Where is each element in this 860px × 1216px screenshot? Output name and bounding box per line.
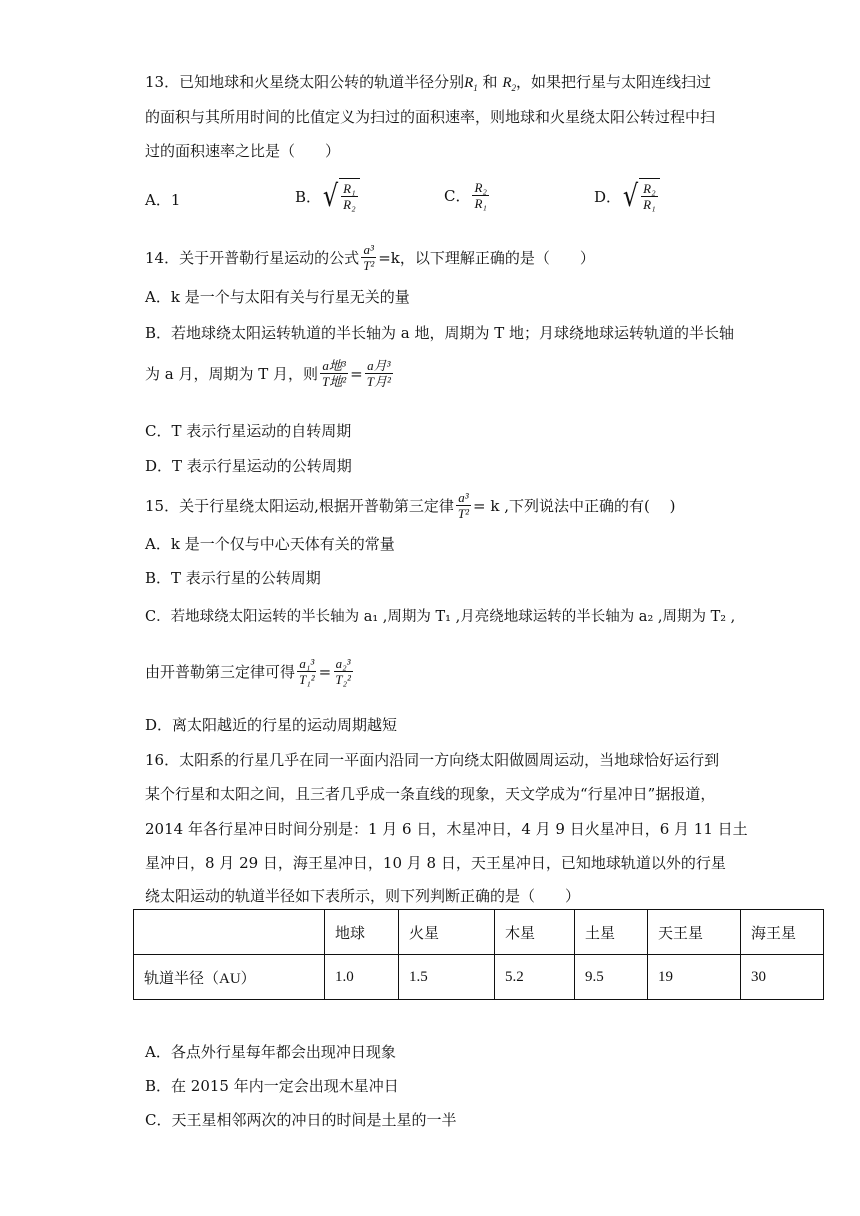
- q13-line2: 的面积与其所用时间的比值定义为扫过的面积速率，则地球和火星绕太阳公转过程中扫: [145, 108, 716, 126]
- q15-option-c-text: 由开普勒第三定律可得: [145, 662, 296, 681]
- r2-symbol: R: [502, 75, 512, 91]
- fraction-numerator: a月³: [367, 358, 391, 373]
- q13-and: 和: [482, 73, 498, 91]
- fraction-denominator: R₁: [474, 196, 487, 211]
- fraction-numerator: a₂³: [335, 656, 351, 671]
- q15-text-a: 15．关于行星绕太阳运动,根据开普勒第三定律: [145, 496, 454, 515]
- r2-subscript: 2: [511, 83, 517, 93]
- q13-line1: [145, 71, 711, 99]
- table-header-cell: 木星: [495, 910, 575, 955]
- fraction-numerator: a₁³: [299, 656, 315, 671]
- table-header-cell: 火星: [399, 910, 495, 955]
- q14-text-a: 14．关于开普勒行星运动的公式: [145, 248, 360, 267]
- orbit-radius-table: [133, 909, 824, 1000]
- q13-option-b[interactable]: [295, 178, 360, 216]
- r1-subscript: 1: [473, 83, 478, 93]
- q14-option-b-line1[interactable]: B．若地球绕太阳运转轨道的半长轴为 a 地，周期为 T 地；月球绕地球运转轨道的半长轴: [145, 324, 735, 342]
- table-cell: 1.0: [325, 955, 399, 1000]
- q16-line5: 绕太阳运动的轨道半径如下表所示，则下列判断正确的是（ ）: [145, 887, 581, 905]
- fraction-denominator: R₂: [343, 197, 356, 212]
- q13-option-b-label: B．: [295, 188, 322, 206]
- q16-option-b[interactable]: B．在 2015 年内一定会出现木星冲日: [145, 1077, 399, 1095]
- q13-text-a: 13．已知地球和火星绕太阳公转的轨道半径分别: [145, 73, 465, 91]
- q15-text-b: = k ,下列说法中正确的有( ): [473, 496, 676, 515]
- q16-line4: 星冲日，8 月 29 日，海王星冲日，10 月 8 日，天王星冲日，已知地球轨道以外的行星: [145, 854, 726, 872]
- fraction-numerator: R₂: [643, 181, 656, 196]
- sqrt-symbol: √ $\frac{\text{R₂}}{\text{R₁}}$: [621, 178, 660, 216]
- table-header-cell: 天王星: [648, 910, 741, 955]
- table-cell: 轨道半径（AU）: [134, 955, 325, 1000]
- q15-option-a[interactable]: A．k 是一个仅与中心天体有关的常量: [145, 535, 395, 553]
- table-cell: 19: [648, 955, 741, 1000]
- q16-option-c[interactable]: C．天王星相邻两次的冲日的时间是土星的一半: [145, 1111, 457, 1129]
- q13-option-a[interactable]: A．1: [145, 191, 181, 209]
- r1-symbol: R: [464, 75, 474, 91]
- fraction-numerator: a³: [363, 242, 374, 257]
- fraction-denominator: T地²: [322, 374, 347, 389]
- fraction-numerator: R₂: [474, 180, 487, 195]
- q16-option-a[interactable]: A．各点外行星每年都会出现冲日现象: [145, 1043, 396, 1061]
- fraction-denominator: T²: [363, 258, 375, 273]
- q14-option-d[interactable]: D．T 表示行星运动的公转周期: [145, 457, 352, 475]
- fraction-numerator: a³: [458, 490, 469, 505]
- table-row: [134, 955, 824, 1000]
- equals-sign: =: [318, 662, 332, 681]
- q13-option-c[interactable]: [444, 180, 491, 211]
- fraction-denominator: T₁²: [299, 672, 315, 687]
- fraction-denominator: R₁: [643, 197, 656, 212]
- q15-option-c-line1[interactable]: C．若地球绕太阳运转的半长轴为 a₁ ,周期为 T₁ ,月亮绕地球运转的半长轴为 a₂ ,周期为 T₂ ,: [145, 609, 736, 625]
- table-cell: 1.5: [399, 955, 495, 1000]
- q13-text-b: ，如果把行星与太阳连线扫过: [516, 73, 712, 91]
- q14-text-b: =k，以下理解正确的是（ ）: [378, 248, 595, 267]
- table-cell: 30: [741, 955, 824, 1000]
- equals-sign: =: [350, 364, 363, 383]
- q16-line2: 某个行星和太阳之间，且三者几乎成一条直线的现象，天文学成为“行星冲日”据报道，: [145, 785, 716, 803]
- table-header-cell: 土星: [575, 910, 648, 955]
- q13-line3: 过的面积速率之比是（ ）: [145, 142, 341, 160]
- table-header-cell: [134, 910, 325, 955]
- fraction-denominator: T₂²: [335, 672, 351, 687]
- q13-option-d-label: D．: [594, 188, 622, 206]
- table-cell: 9.5: [575, 955, 648, 1000]
- fraction-numerator: R₁: [343, 181, 356, 196]
- fraction-denominator: T²: [457, 506, 469, 521]
- sqrt-symbol: √ $\frac{\text{R₁}}{\text{R₂}}$: [321, 178, 360, 216]
- table-cell: 5.2: [495, 955, 575, 1000]
- table-header-cell: 地球: [325, 910, 399, 955]
- q15-line1: [145, 490, 675, 521]
- q15-option-c-line2[interactable]: [145, 656, 355, 687]
- q14-option-c[interactable]: C．T 表示行星运动的自转周期: [145, 422, 352, 440]
- fraction-numerator: a地³: [322, 358, 346, 373]
- q15-option-d[interactable]: D．离太阳越近的行星的运动周期越短: [145, 716, 398, 734]
- table-header-cell: 海王星: [741, 910, 824, 955]
- table-row: [134, 910, 824, 955]
- q13-option-c-label: C．: [444, 186, 471, 205]
- q14-option-b-line2[interactable]: [145, 358, 395, 389]
- q14-option-b-text: 为 a 月，周期为 T 月，则: [145, 364, 319, 383]
- q14-option-a[interactable]: A．k 是一个与太阳有关与行星无关的量: [145, 288, 410, 306]
- q16-line1: 16．太阳系的行星几乎在同一平面内沿同一方向绕太阳做圆周运动，当地球恰好运行到: [145, 751, 720, 769]
- q14-line1: [145, 242, 595, 273]
- fraction-denominator: T月²: [366, 374, 391, 389]
- q16-line3: 2014 年各行星冲日时间分别是：1 月 6 日，木星冲日，4 月 9 日火星冲日，6 月 11 日土: [145, 820, 748, 838]
- q13-option-d[interactable]: [594, 178, 660, 216]
- q15-option-b[interactable]: B．T 表示行星的公转周期: [145, 569, 321, 587]
